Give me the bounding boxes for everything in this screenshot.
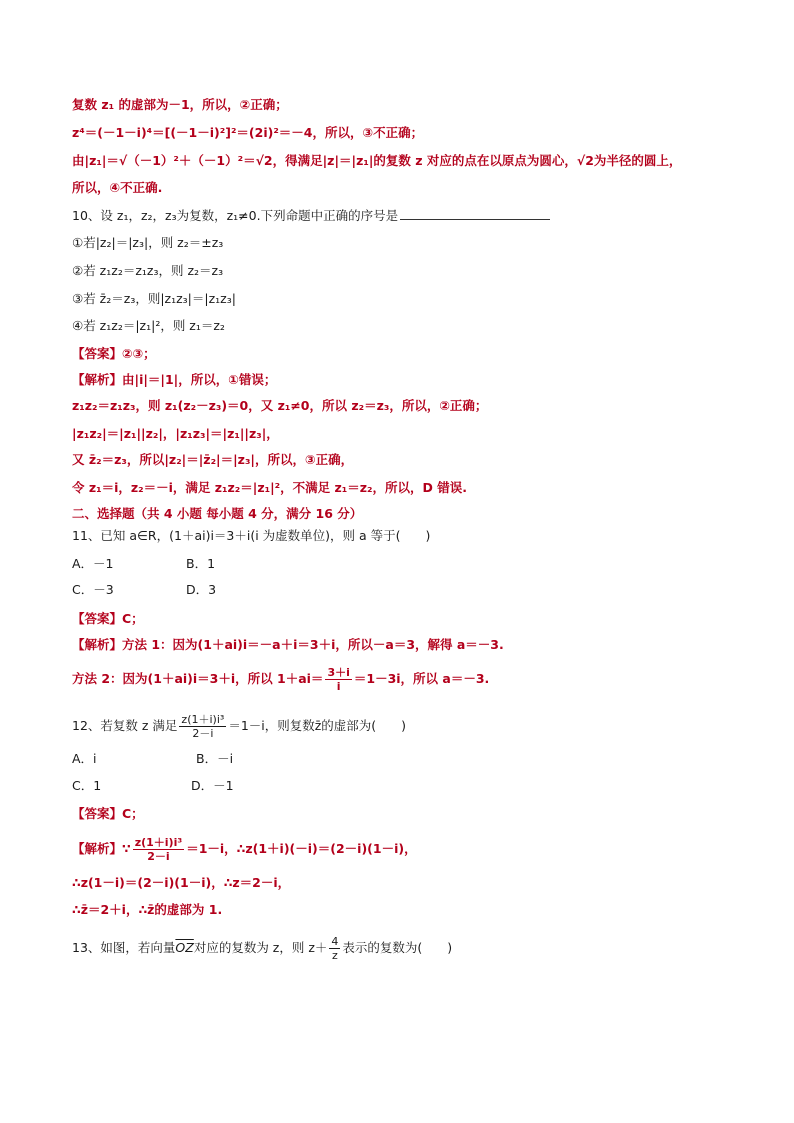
solution-line: 由|z₁|＝√（－1）²＋（－1）²＝√2，得满足|z|＝|z₁|的复数 z 对应的点在以原点为圆心，√2为半径的圆上， bbox=[72, 153, 682, 168]
solution-line: 所以，④不正确. bbox=[72, 180, 163, 195]
question-12 bbox=[72, 713, 406, 740]
option-b: B．－i bbox=[196, 751, 234, 766]
explanation-10: 令 z₁＝i，z₂＝－i，满足 z₁z₂＝|z₁|²，不满足 z₁＝z₂，所以，D 错误. bbox=[72, 480, 467, 495]
text: 表示的复数为( ) bbox=[342, 940, 453, 955]
numerator: z(1＋i)i³ bbox=[134, 836, 183, 849]
answer-12: 【答案】C； bbox=[72, 806, 144, 821]
numerator: 3＋i bbox=[327, 666, 350, 679]
option-a: A．－1 bbox=[72, 556, 114, 571]
section-heading: 二、选择题（共 4 小题 每小题 4 分，满分 16 分） bbox=[72, 506, 363, 521]
option-d: D．3 bbox=[186, 582, 217, 597]
explanation-12 bbox=[72, 836, 417, 863]
text: ＝1－i，则复数z̄的虚部为( ) bbox=[228, 718, 407, 733]
explanation-10: |z₁z₂|＝|z₁||z₂|，|z₁z₃|＝|z₁||z₃|， bbox=[72, 426, 279, 441]
explanation-12: ∴z̄＝2＋i，∴z̄的虚部为 1. bbox=[72, 902, 223, 917]
option-c: C．－3 bbox=[72, 582, 114, 597]
option-a: A．i bbox=[72, 751, 97, 766]
explanation-11 bbox=[72, 666, 489, 693]
solution-line: 复数 z₁ 的虚部为－1，所以，②正确； bbox=[72, 97, 288, 112]
question-11: 11、已知 a∈R，(1＋ai)i＝3＋i(i 为虚数单位)，则 a 等于( ) bbox=[72, 528, 431, 543]
text: ＝1－3i，所以 a＝－3. bbox=[353, 671, 490, 686]
text: 【解析】∵ bbox=[72, 841, 131, 856]
answer-10: 【答案】②③； bbox=[72, 346, 156, 361]
question-10-option: ①若|z₂|＝|z₃|，则 z₂＝±z₃ bbox=[72, 235, 224, 250]
question-13 bbox=[72, 935, 452, 962]
denominator: z bbox=[332, 949, 338, 962]
vector-oz: $\overline{OZ}$ bbox=[175, 940, 194, 955]
numerator: 4 bbox=[331, 935, 339, 948]
text: 13、如图，若向量 bbox=[72, 940, 176, 955]
option-d: D．－1 bbox=[191, 778, 234, 793]
fraction bbox=[133, 836, 184, 863]
option-c: C．1 bbox=[72, 778, 102, 793]
question-10-option: ②若 z₁z₂＝z₁z₃，则 z₂＝z₃ bbox=[72, 263, 224, 278]
question-10 bbox=[72, 206, 550, 225]
fraction bbox=[329, 935, 340, 962]
text: ＝1－i，∴z(1＋i)(－i)＝(2－i)(1－i)， bbox=[186, 841, 417, 856]
explanation-12: ∴z(1－i)＝(2－i)(1－i)，∴z＝2－i， bbox=[72, 875, 291, 890]
question-10-text: 10、设 z₁，z₂，z₃为复数，z₁≠0.下列命题中正确的序号是 bbox=[72, 208, 399, 223]
explanation-10: z₁z₂＝z₁z₃，则 z₁(z₂－z₃)＝0，又 z₁≠0，所以 z₂＝z₃，所以，②正确； bbox=[72, 398, 488, 413]
numerator: z(1＋i)i³ bbox=[181, 713, 225, 726]
denominator: 2－i bbox=[147, 850, 170, 863]
explanation-11: 【解析】方法 1：因为(1＋ai)i＝－a＋i＝3＋i，所以－a＝3，解得 a＝－3. bbox=[72, 637, 504, 652]
text: 对应的复数为 z，则 z＋ bbox=[193, 940, 328, 955]
explanation-10: 又 z̄₂＝z₃，所以|z₂|＝|z̄₂|＝|z₃|，所以，③正确， bbox=[72, 452, 354, 467]
denominator: 2－i bbox=[192, 727, 214, 740]
answer-11: 【答案】C； bbox=[72, 611, 144, 626]
answer-blank bbox=[400, 206, 550, 220]
question-10-option: ④若 z₁z₂＝|z₁|²，则 z₁＝z₂ bbox=[72, 318, 225, 333]
denominator: i bbox=[336, 680, 341, 693]
option-b: B．1 bbox=[186, 556, 216, 571]
explanation-10: 【解析】由|i|＝|1|，所以，①错误； bbox=[72, 372, 277, 387]
text: 12、若复数 z 满足 bbox=[72, 718, 178, 733]
fraction bbox=[325, 666, 351, 693]
text: 方法 2：因为(1＋ai)i＝3＋i，所以 1＋ai＝ bbox=[72, 671, 324, 686]
fraction bbox=[179, 713, 226, 740]
question-10-option: ③若 z̄₂＝z₃，则|z₁z₃|＝|z₁z₃| bbox=[72, 291, 236, 306]
solution-line: z⁴＝(－1－i)⁴＝[(－1－i)²]²＝(2i)²＝－4，所以，③不正确； bbox=[72, 125, 424, 140]
